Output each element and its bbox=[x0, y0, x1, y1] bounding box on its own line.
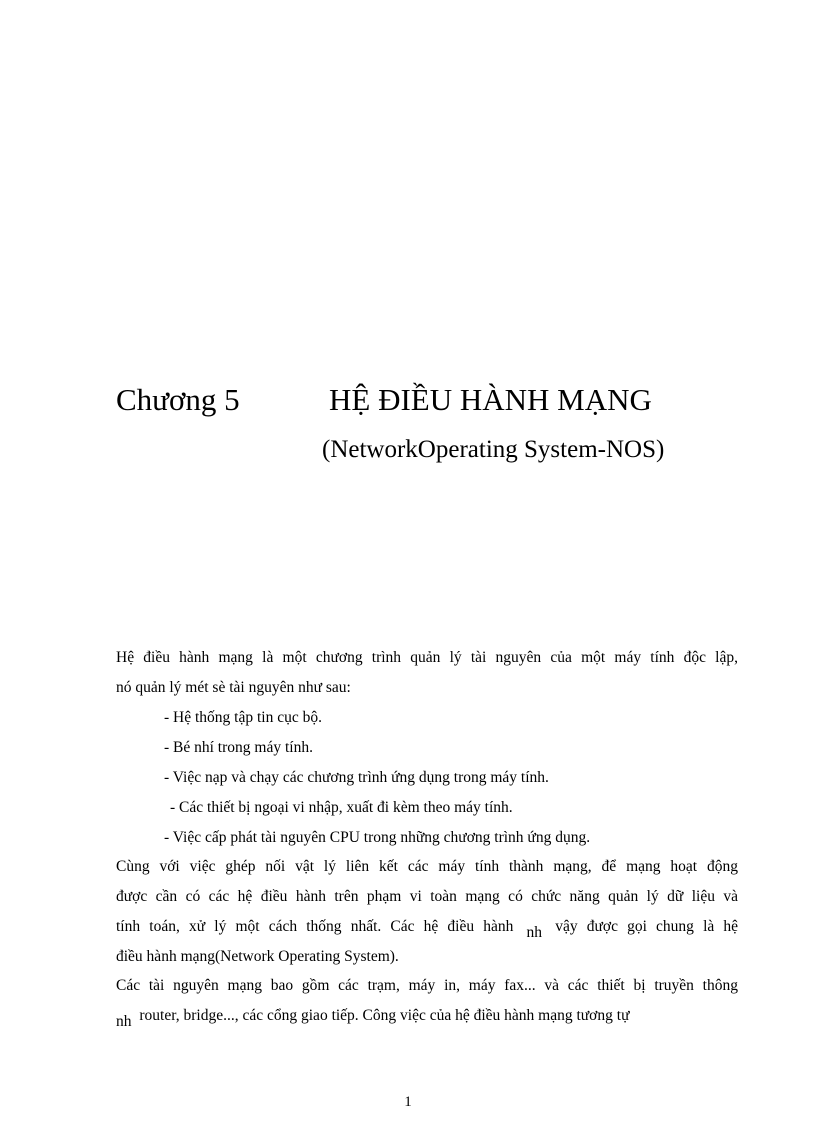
list-item: - Các thiết bị ngoại vi nhập, xuất đi kèm theo máy tính. bbox=[170, 799, 513, 816]
chapter-title: HỆ ĐIỀU HÀNH MẠNG bbox=[329, 382, 652, 417]
list-item: - Việc nạp và chạy các chương trình ứng dụng trong máy tính. bbox=[164, 769, 549, 786]
paragraph-text: router, bridge..., các cổng giao tiếp. Công việc của hệ điều hành mạng tương tự bbox=[139, 1007, 630, 1024]
page-number: 1 bbox=[404, 1094, 412, 1110]
paragraph-line bbox=[116, 1005, 630, 1030]
paragraph-line: Các tài nguyên mạng bao gồm các trạm, máy in, máy fax... và các thiết bị truyền thông bbox=[116, 977, 738, 994]
list-item: - Việc cấp phát tài nguyên CPU trong những chương trình ứng dụng. bbox=[164, 829, 591, 846]
list-item: - Hệ thống tập tin cục bộ. bbox=[164, 709, 322, 726]
paragraph-text: vậy được gọi chung là hệ bbox=[555, 918, 739, 935]
paragraph-line bbox=[116, 916, 739, 941]
chapter-subtitle: (NetworkOperating System-NOS) bbox=[322, 436, 665, 463]
list-item: - Bé nhí trong máy tính. bbox=[164, 739, 313, 756]
paragraph-line: được cần có các hệ điều hành trên phạm vi toàn mạng có chức năng quản lý dữ liệu và bbox=[116, 888, 738, 905]
paragraph-text: tính toán, xử lý một cách thống nhất. Các hệ điều hành bbox=[116, 918, 514, 935]
paragraph-line: điều hành mạng(Network Operating System). bbox=[116, 948, 399, 965]
chapter-label: Chương 5 bbox=[116, 382, 240, 417]
subscript-fragment: nh bbox=[116, 1013, 132, 1030]
subscript-fragment: nh bbox=[526, 924, 543, 941]
intro-line-1: Hệ điều hành mạng là một chương trình quản lý tài nguyên của một máy tính độc lập, bbox=[116, 649, 738, 666]
intro-line-2: nó quản lý mét sè tài nguyên như sau: bbox=[116, 679, 351, 696]
paragraph-line: Cùng với việc ghép nối vật lý liên kết các máy tính thành mạng, để mạng hoạt động bbox=[116, 858, 738, 875]
